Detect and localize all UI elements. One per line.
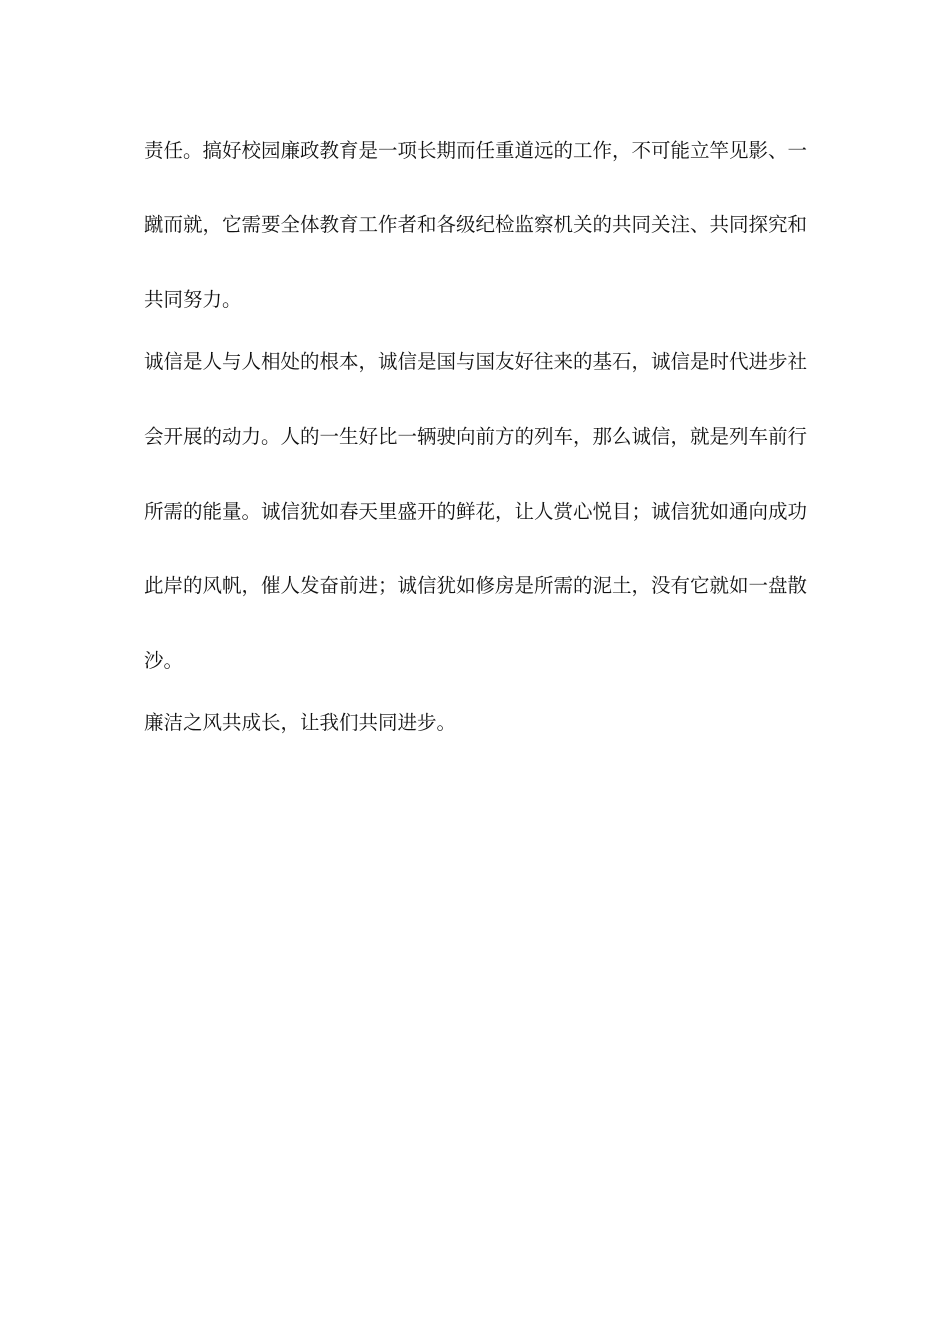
paragraph-1-line-2: 蹴而就，它需要全体教育工作者和各级纪检监察机关的共同关注、共同探究和 bbox=[144, 213, 808, 236]
closing-line: 廉洁之风共成长，让我们共同进步。 bbox=[144, 711, 457, 734]
paragraph-2-line-5: 沙。 bbox=[144, 649, 184, 672]
paragraph-2-line-4: 此岸的风帆，催人发奋前进；诚信犹如修房是所需的泥土，没有它就如一盘散 bbox=[144, 574, 808, 597]
paragraph-2-line-2: 会开展的动力。人的一生好比一辆驶向前方的列车，那么诚信，就是列车前行 bbox=[144, 425, 808, 448]
paragraph-1-line-3: 共同努力。 bbox=[144, 288, 242, 311]
paragraph-2-line-1: 诚信是人与人相处的根本，诚信是国与国友好往来的基石，诚信是时代进步社 bbox=[144, 350, 808, 373]
paragraph-1-line-1: 责任。搞好校园廉政教育是一项长期而任重道远的工作，不可能立竿见影、一 bbox=[144, 139, 808, 162]
paragraph-2-line-3: 所需的能量。诚信犹如春天里盛开的鲜花，让人赏心悦目；诚信犹如通向成功 bbox=[144, 500, 808, 523]
